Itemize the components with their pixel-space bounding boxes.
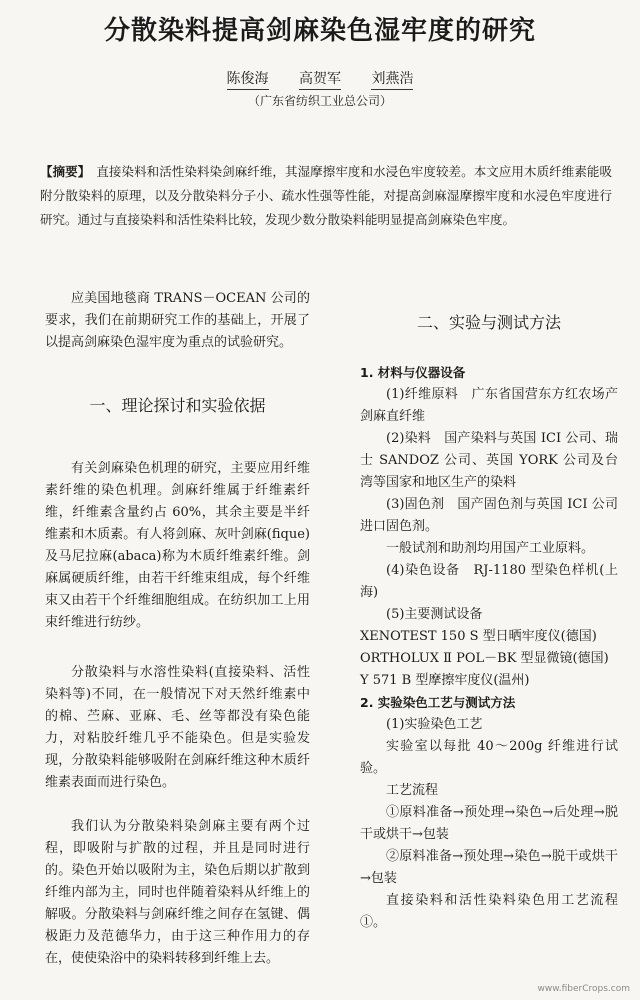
section1-heading: 一、理论探讨和实验依据: [89, 396, 266, 415]
author-1: 陈俊海: [227, 68, 269, 90]
last-line: 直接染料和活性染料染色用工艺流程①。: [360, 893, 618, 930]
section1-paragraph-1: 有关剑麻染色机理的研究，主要应用纤维素纤维的染色机理。剑麻纤维属于纤维素纤维，纤维素含量约占 60%，其余主要是半纤维素和木质素。有人将剑麻、灰叶剑麻(fique)及马尼拉麻(abaca)称为木质纤维素纤维。剑麻属硬质纤维，由若干纤维束组成，每个纤维束又由若干个纤维细胞组成。在纺织加工上用束纤维进行纺纱。: [45, 461, 310, 630]
affiliation: （广东省纺织工业总公司）: [247, 94, 392, 108]
process-text: 实验室以每批 40～200g 纤维进行试验。: [360, 739, 618, 776]
author-3: 刘燕浩: [371, 68, 413, 90]
flow-1: ①原料准备→预处理→染色→后处理→脱干或烘干→包装: [360, 805, 618, 842]
item-dyes: (2)染料 国产染料与英国 ICI 公司、瑞士 SANDOZ 公司、英国 YORK 公司及台湾等国家和地区生产的染料: [360, 431, 618, 490]
abstract-label: 【摘要】: [40, 164, 91, 179]
process-subheading: (1)实验染色工艺: [386, 717, 483, 732]
left-intro: [45, 288, 310, 354]
section1-paragraph-3: 我们认为分散染料染剑麻主要有两个过程，即吸附与扩散的过程，并且是同时进行的。染色开始以吸附为主，染色后期以扩散到纤维内部为主，同时也伴随着染料从纤维上的解吸。分散染料与剑麻纤维之间存在氢键、偶极距力及范德华力，由于这三种作用力的存在，使使染浴中的染料转移到纤维上去。: [45, 819, 310, 966]
abstract-text: 直接染料和活性染料染剑麻纤维，其湿摩擦牢度和水浸色牢度较差。本文应用木质纤维素能吸附分散染料的原理，以及分散染料分子小、疏水性强等性能，对提高剑麻湿摩擦牢度和水浸色牢度进行研究。通过与直接染料和活性染料比较，发现少数分散染料能明显提高剑麻染色牢度。: [40, 164, 612, 227]
flow-2: ②原料准备→预处理→染色→脱干或烘干→包装: [360, 849, 618, 886]
author-2: 高贺军: [299, 68, 341, 90]
flow-label: 工艺流程: [386, 783, 439, 798]
intro-paragraph: 应美国地毯商 TRANS－OCEAN 公司的要求，我们在前期研究工作的基础上，开展了以提高剑麻染色湿牢度为重点的试验研究。: [45, 291, 310, 350]
item-fiber: (1)纤维原料 广东省国营东方红农场产剑麻直纤维: [360, 387, 618, 424]
item-xenotest: XENOTEST 150 S 型日晒牢度仪(德国): [360, 629, 597, 644]
right-body: [360, 362, 618, 934]
section1-paragraph-2: 分散染料与水溶性染料(直接染料、活性染料等)不同，在一般情况下对天然纤维素中的棉、苎麻、亚麻、毛、丝等都没有染色能力，对粘胶纤维几乎不能染色。但是实验发现，分散染料能够吸附在剑麻纤维这种木质纤维素表面而进行染色。: [45, 665, 310, 790]
author-list: [0, 68, 640, 90]
item-ortholux: ORTHOLUX Ⅱ POL－BK 型显微镜(德国): [360, 651, 609, 666]
item-reagents: 一般试剂和助剂均用国产工业原料。: [386, 541, 595, 556]
paper-title: 分散染料提高剑麻染色湿牢度的研究: [103, 16, 536, 46]
item-fixing-agent: (3)固色剂 国产固色剂与英国 ICI 公司进口固色剂。: [360, 497, 618, 534]
left-body-1: [45, 458, 310, 634]
section2-heading: 二、实验与测试方法: [416, 313, 561, 332]
watermark: www.fiberCrops.com: [537, 984, 630, 994]
item-testing-equipment: (5)主要测试设备: [386, 607, 483, 622]
left-body-2: [45, 662, 310, 794]
left-body-3: [45, 816, 310, 970]
subsection-process: 2. 实验染色工艺与测试方法: [360, 695, 516, 710]
item-y571b: Y 571 B 型摩擦牢度仪(温州): [360, 673, 530, 688]
abstract: [40, 160, 612, 232]
item-dyeing-equipment: (4)染色设备 RJ-1180 型染色样机(上海): [360, 563, 618, 600]
subsection-materials: 1. 材料与仪器设备: [360, 365, 466, 380]
